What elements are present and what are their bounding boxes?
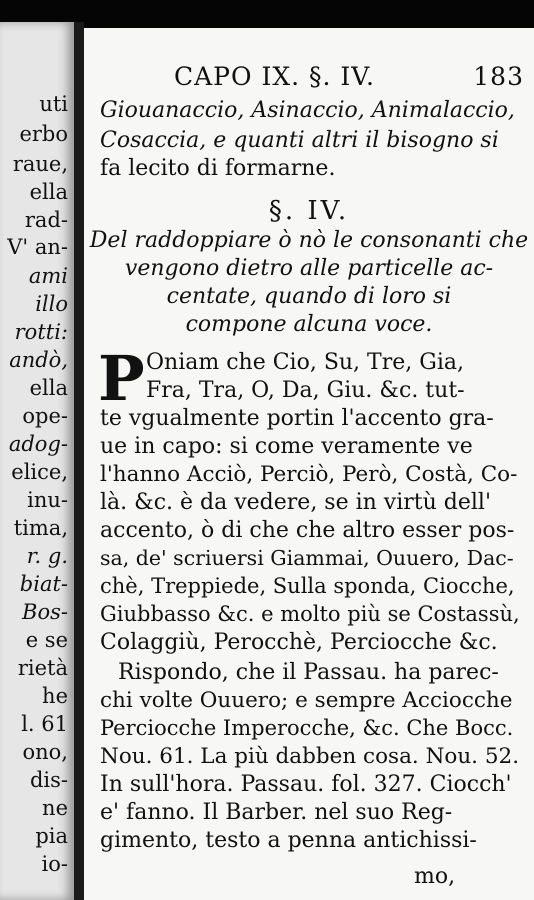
text-line: Rispondo, che il Passau. ha parec- bbox=[118, 660, 499, 685]
text-line: sa, de' scriuersi Giammai, Ouuero, Dac- bbox=[100, 546, 514, 570]
left-fragment: elice, bbox=[11, 460, 68, 484]
text-line: Giubbasso &c. e molto più se Costassù, bbox=[100, 602, 520, 626]
text-line: e' fanno. Il Barber. nel suo Reg- bbox=[100, 800, 453, 825]
section-subtitle-line: vengono dietro alle particelle ac- bbox=[124, 256, 494, 281]
section-subtitle-line: compone alcuna voce. bbox=[185, 312, 433, 337]
text-line: ue in capo: si come veramente ve bbox=[100, 434, 473, 459]
left-fragment: ne bbox=[42, 796, 68, 820]
left-fragment: l. 61 bbox=[21, 712, 68, 736]
facing-page-fragment bbox=[0, 22, 74, 900]
left-fragment: rad- bbox=[24, 208, 68, 232]
left-fragment: ami bbox=[28, 264, 68, 288]
left-fragment: adog- bbox=[8, 432, 68, 456]
section-heading: §. IV. bbox=[268, 196, 350, 226]
left-fragment: dis- bbox=[29, 768, 68, 792]
left-fragment: e se bbox=[25, 628, 68, 652]
running-title: CAPO IX. §. IV. bbox=[174, 62, 375, 91]
book-gutter bbox=[74, 22, 84, 900]
text-line: Giouanaccio, Asinaccio, Animalaccio, bbox=[100, 98, 515, 123]
text-line: te vgualmente portin l'accento gra- bbox=[100, 406, 494, 431]
text-line: Nou. 61. La più dabben cosa. Nou. 52. bbox=[100, 744, 520, 769]
text-line: chè, Treppiede, Sulla sponda, Ciocche, bbox=[100, 574, 515, 598]
page-number: 183 bbox=[473, 62, 524, 91]
left-fragment: illo bbox=[35, 292, 68, 316]
running-header bbox=[174, 62, 524, 91]
left-fragment: ella bbox=[29, 180, 68, 204]
text-line: chi volte Ouuero; e sempre Acciocche bbox=[100, 688, 513, 713]
left-fragment: uti bbox=[39, 92, 68, 116]
left-fragment: erbo bbox=[19, 122, 68, 146]
text-line: gimento, testo a penna antichissi- bbox=[100, 828, 477, 853]
text-line: Oniam che Cio, Su, Tre, Gia, bbox=[146, 350, 464, 375]
left-fragment: Bos- bbox=[22, 600, 68, 624]
text-line: Colaggiù, Perocchè, Perciocche &c. bbox=[100, 630, 498, 655]
left-fragment: andò, bbox=[9, 348, 68, 372]
left-fragment: ella bbox=[29, 376, 68, 400]
left-fragment: ono, bbox=[22, 740, 68, 764]
left-fragment: inu- bbox=[27, 488, 68, 512]
text-line: là. &c. è da vedere, se in virtù dell' bbox=[100, 490, 492, 515]
left-fragment: io- bbox=[41, 852, 68, 876]
book-page bbox=[84, 28, 534, 900]
left-fragment: he bbox=[42, 684, 68, 708]
left-fragment: r. g. bbox=[26, 544, 68, 568]
left-fragment: biat- bbox=[19, 572, 68, 596]
text-line: l'hanno Acciò, Perciò, Però, Costà, Co- bbox=[100, 462, 518, 487]
text-line: Fra, Tra, O, Da, Giu. &c. tut- bbox=[146, 378, 465, 403]
text-line: mo, bbox=[414, 864, 456, 889]
section-subtitle-line: centate, quando di loro si bbox=[166, 284, 452, 309]
left-fragment: raue, bbox=[12, 152, 68, 176]
left-fragment: rietà bbox=[17, 656, 68, 680]
section-subtitle-line: Del raddoppiare ò nò le consonanti che bbox=[89, 228, 529, 253]
text-line: Cosaccia, e quanti altri il bisogno si bbox=[100, 128, 499, 153]
text-line: accento, ò di che che altro esser pos- bbox=[100, 518, 515, 543]
text-line: In sull'hora. Passau. fol. 327. Ciocch' bbox=[100, 772, 512, 797]
text-line: fa lecito di formarne. bbox=[100, 156, 336, 181]
left-fragment: pia bbox=[35, 824, 68, 848]
left-fragment: ope- bbox=[22, 404, 68, 428]
left-fragment: rotti: bbox=[14, 320, 68, 344]
left-fragment: V' an- bbox=[7, 235, 68, 259]
drop-cap: P bbox=[98, 342, 145, 415]
text-line: Perciocche Imperocche, &c. Che Bocc. bbox=[100, 716, 514, 740]
left-fragment: tima, bbox=[13, 516, 68, 540]
